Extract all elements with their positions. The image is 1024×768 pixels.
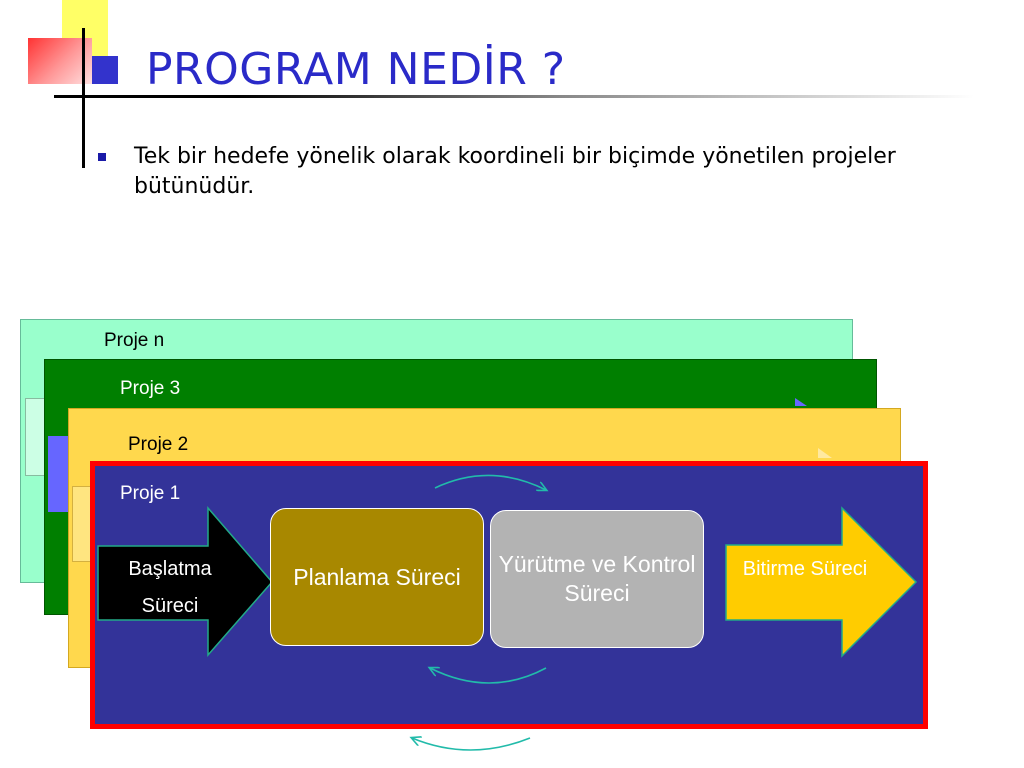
start-process-label: Başlatma Süreci <box>128 558 212 617</box>
closing-process-label: Bitirme Süreci <box>742 558 868 580</box>
slide-title: PROGRAM NEDİR ? <box>146 44 566 95</box>
project-label-2: Proje 2 <box>128 434 189 455</box>
bullet-text: Tek bir hedefe yönelik olarak koordineli bir biçimde yönetilen projeler bütünüdür. <box>134 144 896 199</box>
project-label-n: Proje n <box>104 330 165 351</box>
cycle-arrow-bottom-icon <box>430 668 546 683</box>
execution-control-process-box: Yürütme ve Kontrol Süreci <box>490 510 704 648</box>
cycle-arrow-lower-icon <box>412 738 530 750</box>
project-label-3: Proje 3 <box>120 378 181 399</box>
cycle-arrow-top-icon <box>435 475 546 490</box>
planning-process-box: Planlama Süreci <box>270 508 484 646</box>
project-label-1: Proje 1 <box>120 483 181 504</box>
